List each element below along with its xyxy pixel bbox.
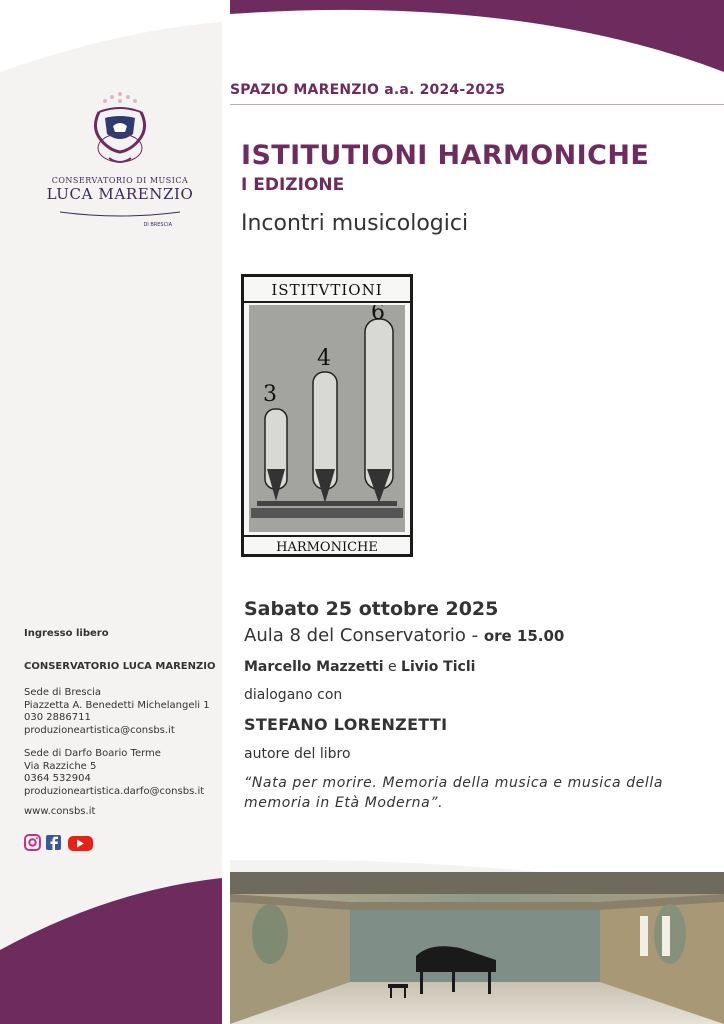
darfo-phone[interactable]: 0364 532904 xyxy=(24,773,91,784)
free-entry-label: Ingresso libero xyxy=(24,628,109,639)
cover-bottom-text: HARMONICHE xyxy=(244,535,410,557)
brescia-title: Sede di Brescia xyxy=(24,687,102,698)
brescia-email[interactable]: produzioneartistica@consbs.it xyxy=(24,724,175,736)
darfo-address-block xyxy=(24,748,204,798)
book-cover-image xyxy=(241,274,413,557)
social-icons xyxy=(24,834,104,856)
event-time: ore 15.00 xyxy=(483,627,565,645)
instagram-icon[interactable] xyxy=(25,835,40,850)
brescia-phone[interactable]: 030 2886711 xyxy=(24,712,91,723)
speaker-1: Marcello Mazzetti xyxy=(244,659,384,675)
event-date: Sabato 25 ottobre 2025 xyxy=(244,598,499,620)
author-of-text: autore del libro xyxy=(244,746,351,762)
event-subtitle: Incontri musicologici xyxy=(241,211,469,236)
conservatory-logo-text xyxy=(40,176,200,228)
logo-line-1: CONSERVATORIO DI MUSICA xyxy=(51,176,189,185)
edition-label: I EDIZIONE xyxy=(241,175,345,195)
cover-number-3: 3 xyxy=(263,382,277,407)
logo-line-2: LUCA MARENZIO xyxy=(46,185,194,203)
event-title: ISTITUTIONI HARMONICHE xyxy=(241,140,650,171)
darfo-title: Sede di Darfo Boario Terme xyxy=(24,748,161,759)
speaker-2: Livio Ticli xyxy=(401,659,476,675)
youtube-icon[interactable] xyxy=(68,836,93,851)
header-divider xyxy=(230,104,724,105)
conservatory-name: CONSERVATORIO LUCA MARENZIO xyxy=(24,661,216,672)
event-place: Aula 8 del Conservatorio - xyxy=(244,625,484,646)
speakers-line xyxy=(244,659,475,675)
dialog-text: dialogano con xyxy=(244,687,343,703)
brescia-street: Piazzetta A. Benedetti Michelangeli 1 xyxy=(24,699,210,711)
facebook-icon[interactable] xyxy=(46,835,61,850)
darfo-street: Via Razziche 5 xyxy=(24,760,97,772)
organ-pipes-illustration xyxy=(249,305,405,532)
website-link[interactable]: www.consbs.it xyxy=(24,806,96,817)
organ-pipes-drawing xyxy=(249,305,405,532)
series-header: SPAZIO MARENZIO a.a. 2024-2025 xyxy=(230,82,506,98)
cover-top-text: ISTITVTIONI xyxy=(244,277,410,303)
author-name: STEFANO LORENZETTI xyxy=(244,715,448,734)
darfo-email[interactable]: produzioneartistica.darfo@consbs.it xyxy=(24,785,205,797)
speakers-conjunction: e xyxy=(383,659,402,675)
concert-hall-photo xyxy=(230,872,724,1024)
cover-number-4: 4 xyxy=(317,346,331,371)
conservatory-logo-emblem xyxy=(85,88,155,168)
cover-number-6: 6 xyxy=(371,305,385,325)
event-location xyxy=(244,625,564,646)
logo-swoosh xyxy=(40,210,200,218)
book-title: “Nata per morire. Memoria della musica e musica della memoria in Età Moderna”. xyxy=(244,775,664,811)
brescia-address-block xyxy=(24,687,210,737)
logo-line-3: DI BRESCIA xyxy=(143,222,172,228)
top-decorative-band xyxy=(0,0,724,80)
